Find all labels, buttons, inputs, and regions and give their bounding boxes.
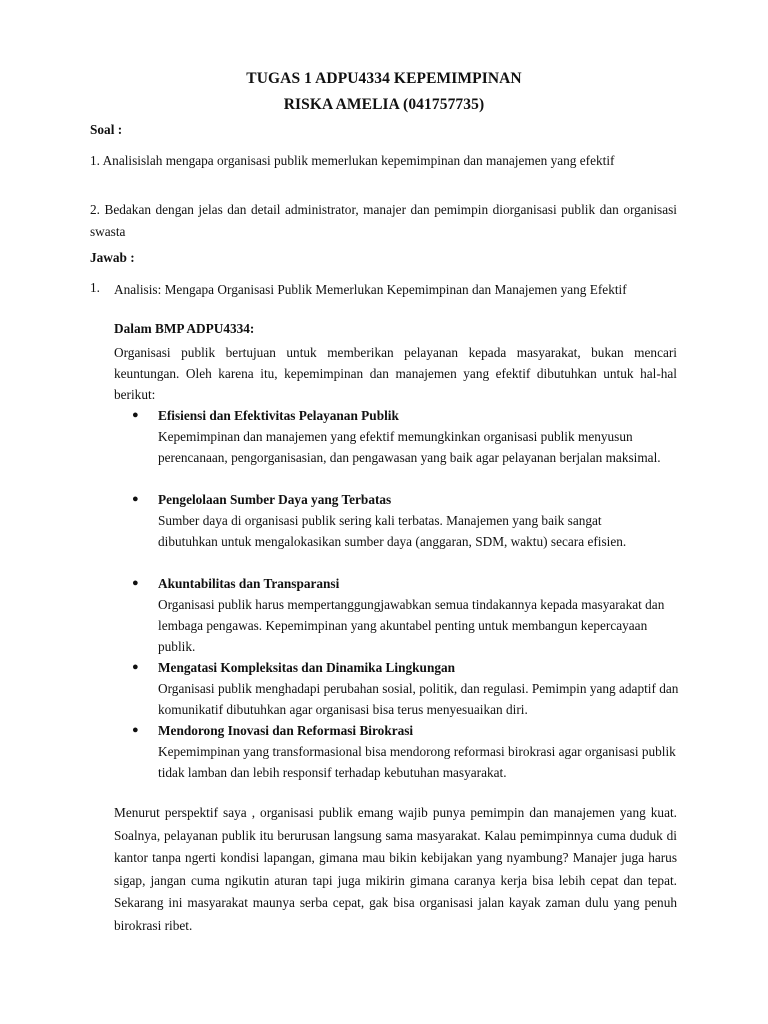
point-title: Pengelolaan Sumber Daya yang Terbatas (158, 492, 392, 507)
point-title: Efisiensi dan Efektivitas Pelayanan Publik (158, 408, 399, 423)
bullet-icon: ● (132, 577, 139, 589)
jawab-heading: Jawab : (90, 250, 135, 265)
point-title: Mendorong Inovasi dan Reformasi Birokrasi (158, 723, 414, 738)
bullet-icon: ● (132, 409, 139, 421)
bullet-icon: ● (132, 724, 139, 736)
point-text: Organisasi publik menghadapi perubahan sosial, politik, dan regulasi. Pemimpin yang adaptif dan komunikatif dibutuhkan agar organisasi bisa terus menyesuaikan diri. (158, 681, 679, 717)
point-title: Akuntabilitas dan Transparansi (158, 576, 340, 591)
author-line: RISKA AMELIA (041757735) (283, 96, 485, 113)
question-2: 2. Bedakan dengan jelas dan detail administrator, manajer dan pemimpin diorganisasi publik dan organisasi swasta (90, 202, 677, 239)
point-title: Mengatasi Kompleksitas dan Dinamika Lingkungan (158, 660, 456, 675)
soal-heading: Soal : (90, 122, 123, 137)
source-label: Dalam BMP ADPU4334: (114, 321, 255, 336)
answer-number: 1. (90, 280, 100, 295)
analysis-title: Analisis: Mengapa Organisasi Publik Memerlukan Kepemimpinan dan Manajemen yang Efektif (114, 282, 627, 297)
point-text: Kepemimpinan yang transformasional bisa mendorong reformasi birokrasi agar organisasi publik tidak lamban dan lebih responsif terhadap kebutuhan masyarakat. (158, 744, 676, 780)
opinion-paragraph: Menurut perspektif saya , organisasi publik emang wajib punya pemimpin dan manajemen yang kuat. Soalnya, pelayanan publik itu berurusan langsung sama masyarakat. Kalau pemimpinnya cuma duduk di kantor tanpa ngerti kondisi lapangan, gimana mau bikin kebijakan yang nyambung? Manajer juga harus sigap, jangan cuma ngikutin aturan tapi juga mikirin gimana caranya kerja bisa lebih cepat dan tepat. Sekarang ini masyarakat maunya serba cepat, gak bisa organisasi jalan kayak zaman dulu yang penuh birokrasi ribet. (114, 805, 677, 933)
question-1: 1. Analisislah mengapa organisasi publik memerlukan kepemimpinan dan manajemen yang efektif (90, 153, 615, 168)
intro-paragraph: Organisasi publik bertujuan untuk memberikan pelayanan kepada masyarakat, bukan mencari keuntungan. Oleh karena itu, kepemimpinan dan manajemen yang efektif dibutuhkan untuk hal-hal berikut: (114, 345, 677, 402)
bullet-icon: ● (132, 493, 139, 505)
point-text: Organisasi publik harus mempertanggungjawabkan semua tindakannya kepada masyarakat dan lembaga pengawas. Kepemimpinan yang akuntabel penting untuk membangun kepercayaan publik. (158, 597, 665, 654)
point-text: Kepemimpinan dan manajemen yang efektif memungkinkan organisasi publik menyusun perencanaan, pengorganisasian, dan pengawasan yang baik agar pelayanan berjalan maksimal. (158, 429, 661, 465)
document-title: TUGAS 1 ADPU4334 KEPEMIMPINAN (246, 70, 522, 87)
point-text: Sumber daya di organisasi publik sering kali terbatas. Manajemen yang baik sangat dibutuhkan untuk mengalokasikan sumber daya (anggaran, SDM, waktu) secara efisien. (158, 513, 627, 549)
bullet-icon: ● (132, 661, 139, 673)
